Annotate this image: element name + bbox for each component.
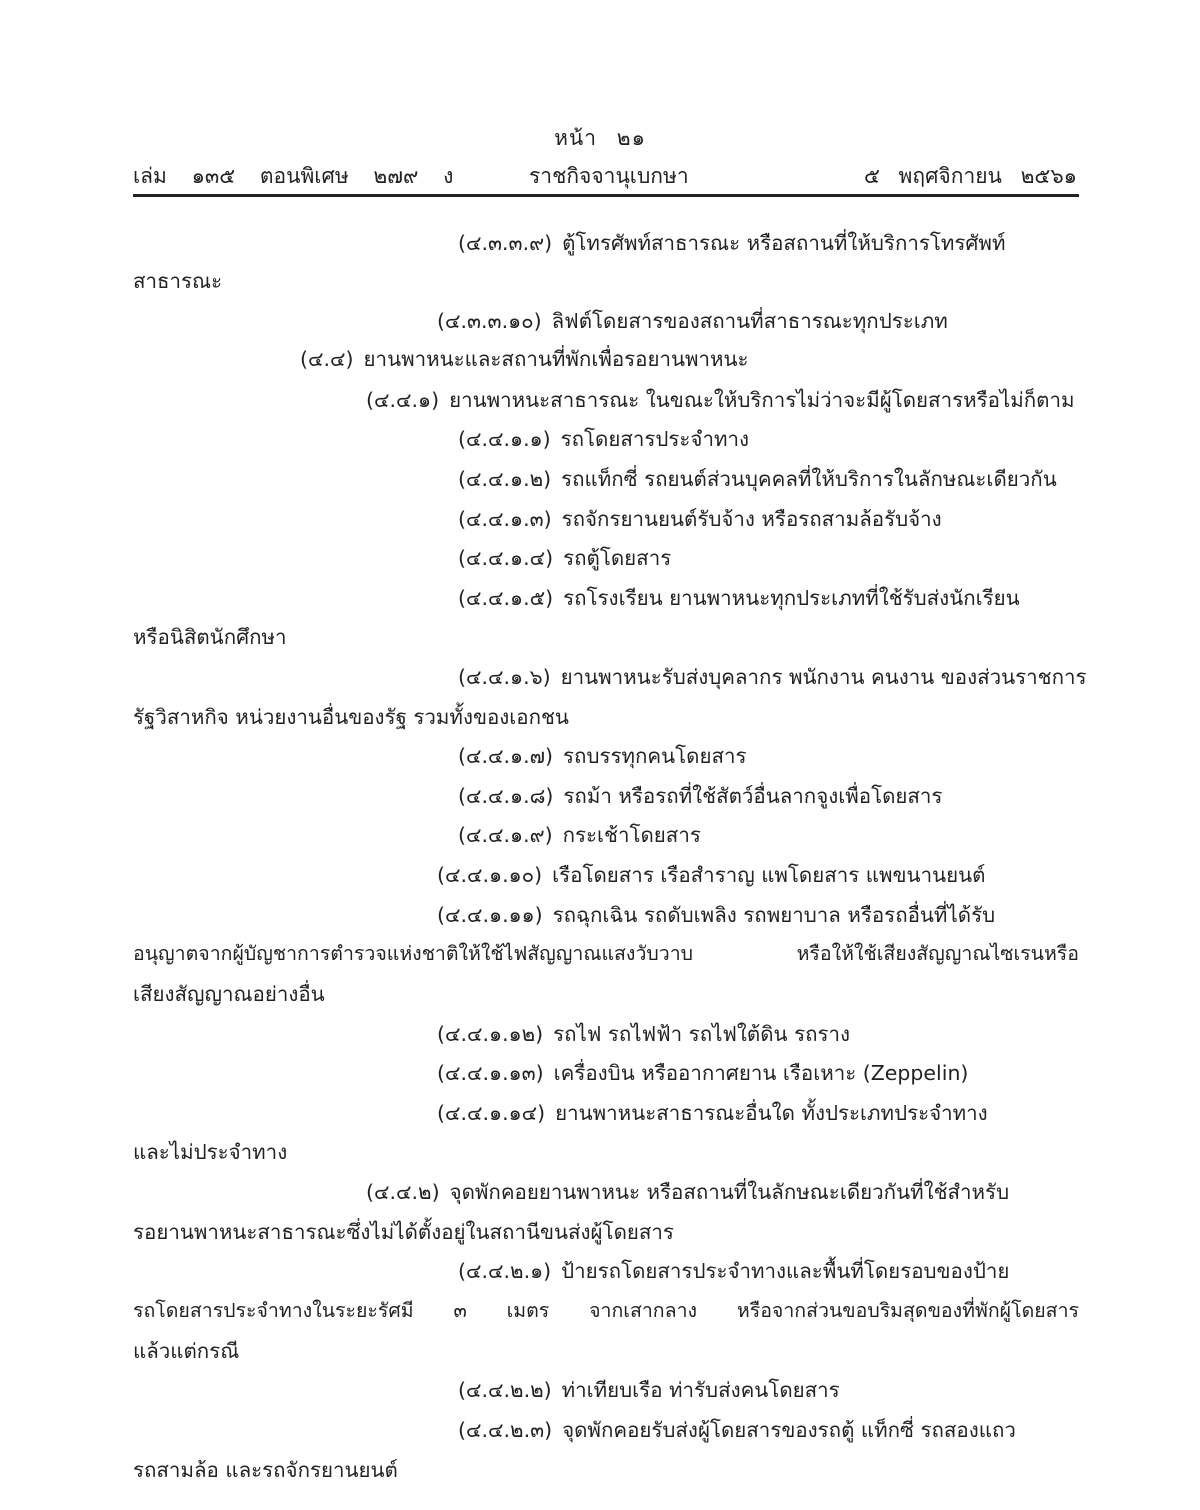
- page-value: ๒๑: [616, 126, 646, 150]
- clause-4-4-1-11: (๔.๔.๑.๑๑) รถฉุกเฉิน รถดับเพลิง รถพยาบาล หรือรถอื่นที่ได้รับ: [437, 903, 996, 927]
- clause-4-4-2-2: (๔.๔.๒.๒) ท่าเทียบเรือ ท่ารับส่งคนโดยสาร: [458, 1378, 840, 1402]
- clause-continuation: รถโดยสารประจำทางในระยะรัศมี ๓ เมตร จากเสากลาง หรือจากส่วนขอบริมสุดของที่พักผู้โดยสาร: [133, 1299, 1079, 1322]
- clause-4-4-2-3: (๔.๔.๒.๓) จุดพักคอยรับส่งผู้โดยสารของรถตู้ แท็กซี่ รถสองแถว: [458, 1418, 1016, 1442]
- clause-4-3-3-9: (๔.๓.๓.๙) ตู้โทรศัพท์สาธารณะ หรือสถานที่ให้บริการโทรศัพท์: [458, 231, 1006, 255]
- clause-4-4-1-14: (๔.๔.๑.๑๔) ยานพาหนะสาธารณะอื่นใด ทั้งประเภทประจำทาง: [437, 1101, 988, 1125]
- clause-4-4-1-8: (๔.๔.๑.๘) รถม้า หรือรถที่ใช้สัตว์อื่นลากจูงเพื่อโดยสาร: [458, 784, 943, 808]
- page-label: หน้า: [554, 126, 598, 150]
- clause-continuation: หรือนิสิตนักศึกษา: [133, 625, 287, 649]
- clause-4-4-2: (๔.๔.๒) จุดพักคอยยานพาหนะ หรือสถานที่ในลักษณะเดียวกันที่ใช้สำหรับ: [366, 1180, 1010, 1204]
- clause-continuation: อนุญาตจากผู้บัญชาการตำรวจแห่งชาติให้ใช้ไฟสัญญาณแสงวับวาบ หรือให้ใช้เสียงสัญญาณไซเรนหรือ: [133, 942, 1079, 965]
- clause-continuation: และไม่ประจำทาง: [133, 1140, 288, 1164]
- header-divider: [133, 194, 1079, 197]
- clause-4-4-2-1: (๔.๔.๒.๑) ป้ายรถโดยสารประจำทางและพื้นที่โดยรอบของป้าย: [458, 1259, 1010, 1283]
- clause-4-4: (๔.๔) ยานพาหนะและสถานที่พักเพื่อรอยานพาหนะ: [300, 347, 749, 371]
- section-suffix: ง: [443, 164, 454, 188]
- clause-continuation: รอยานพาหนะสาธารณะซึ่งไม่ได้ตั้งอยู่ในสถานีขนส่งผู้โดยสาร: [133, 1220, 674, 1244]
- clause-4-4-1: (๔.๔.๑) ยานพาหนะสาธารณะ ในขณะให้บริการไม่ว่าจะมีผู้โดยสารหรือไม่ก็ตาม: [366, 388, 1075, 412]
- volume-number: ๑๓๕: [191, 164, 236, 188]
- header-volume-info: [133, 160, 471, 193]
- clause-continuation: รัฐวิสาหกิจ หน่วยงานอื่นของรัฐ รวมทั้งของเอกชน: [133, 705, 569, 729]
- clause-4-4-1-5: (๔.๔.๑.๕) รถโรงเรียน ยานพาหนะทุกประเภทที่ใช้รับส่งนักเรียน: [458, 586, 1020, 610]
- clause-continuation: แล้วแต่กรณี: [133, 1339, 240, 1363]
- date-month: พฤศจิกายน: [898, 164, 1002, 188]
- clause-4-4-1-4: (๔.๔.๑.๔) รถตู้โดยสาร: [458, 546, 672, 570]
- date-year: ๒๕๖๑: [1020, 164, 1077, 188]
- volume-label: เล่ม: [133, 164, 167, 188]
- clause-4-4-1-12: (๔.๔.๑.๑๒) รถไฟ รถไฟฟ้า รถไฟใต้ดิน รถราง: [437, 1022, 851, 1046]
- header-date: [852, 160, 1077, 193]
- clause-4-4-1-6: (๔.๔.๑.๖) ยานพาหนะรับส่งบุคลากร พนักงาน คนงาน ของส่วนราชการ: [458, 665, 1087, 689]
- clause-4-4-1-9: (๔.๔.๑.๙) กระเช้าโดยสาร: [458, 823, 701, 847]
- clause-continuation: เสียงสัญญาณอย่างอื่น: [133, 982, 325, 1006]
- date-day: ๕: [863, 164, 880, 188]
- clause-4-4-1-13: (๔.๔.๑.๑๓) เครื่องบิน หรืออากาศยาน เรือเหาะ (Zeppelin): [437, 1061, 969, 1085]
- section-number: ๒๗๙: [373, 164, 419, 188]
- clause-4-4-1-2: (๔.๔.๑.๒) รถแท็กซี่ รถยนต์ส่วนบุคคลที่ให้บริการในลักษณะเดียวกัน: [458, 467, 1057, 491]
- clause-4-4-1-1: (๔.๔.๑.๑) รถโดยสารประจำทาง: [458, 427, 749, 451]
- publication-title: ราชกิจจานุเบกษา: [529, 164, 689, 188]
- page-number: [0, 122, 1200, 155]
- clause-4-3-3-10: (๔.๓.๓.๑๐) ลิฟต์โดยสารของสถานที่สาธารณะทุกประเภท: [437, 309, 948, 333]
- clause-4-4-1-10: (๔.๔.๑.๑๐) เรือโดยสาร เรือสำราญ แพโดยสาร แพขนานยนต์: [437, 863, 986, 887]
- section-label: ตอนพิเศษ: [259, 164, 349, 188]
- clause-continuation: รถสามล้อ และรถจักรยานยนต์: [133, 1458, 398, 1482]
- clause-continuation: สาธารณะ: [133, 269, 223, 293]
- clause-4-4-1-7: (๔.๔.๑.๗) รถบรรทุกคนโดยสาร: [458, 744, 747, 768]
- gazette-header: [133, 160, 1077, 190]
- clause-4-4-1-3: (๔.๔.๑.๓) รถจักรยานยนต์รับจ้าง หรือรถสามล้อรับจ้าง: [458, 507, 942, 531]
